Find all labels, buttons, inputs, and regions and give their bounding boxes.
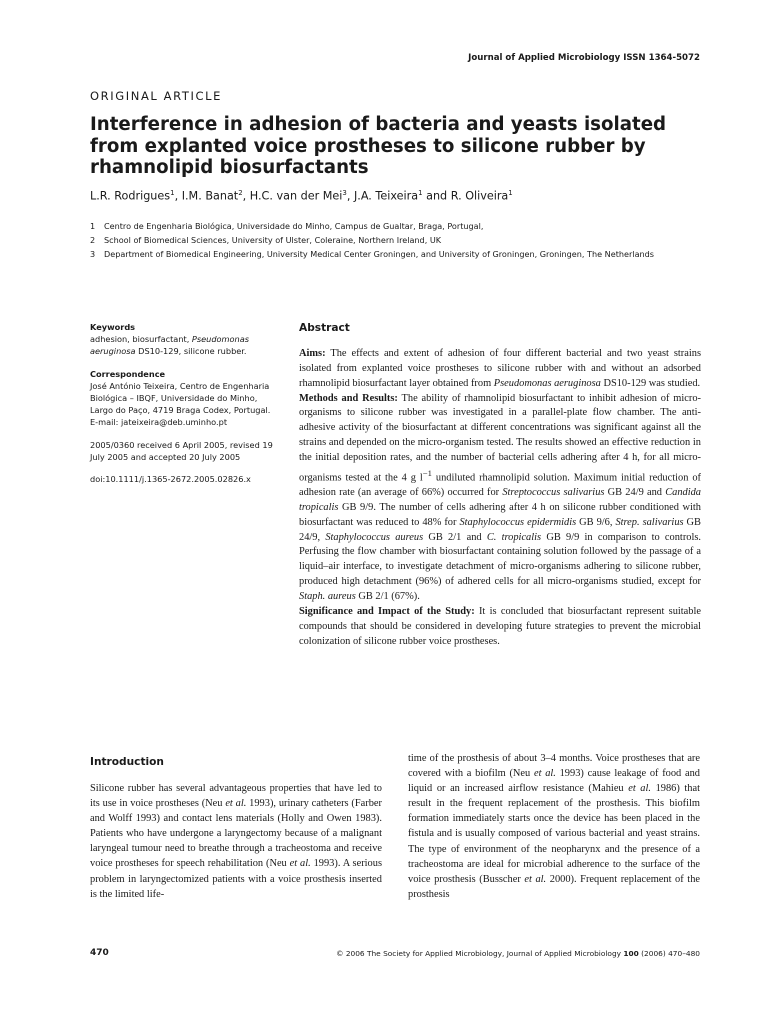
methods-species: Candida tropicalis — [299, 487, 701, 513]
affiliation-item — [90, 233, 710, 247]
introduction-column-right — [408, 751, 700, 902]
author-name: L.R. Rodrigues — [90, 189, 171, 203]
methods-text: GB 24/9, — [299, 516, 701, 543]
methods-text: The ability of rhamnolipid biosurfactant to inhibit adhesion of micro-organisms to silicone rubber was investigated in a parallel-plate flow chamber. The anti-adhesive activity of the biosurfactant at different concentrations was significant against all the strains and depended on the micro-organism tested. The results showed an effective reduction in the initial deposition rates, and the number of bacterial cells adhering after 4 h, for all micro-organisms tested at the 4 g l — [299, 392, 701, 484]
keywords-label: Keywords — [90, 322, 136, 332]
affiliation-number: 3 — [90, 249, 96, 259]
methods-species: Staphylococcus epidermidis — [459, 516, 577, 528]
affiliation-number: 2 — [90, 235, 96, 245]
affiliation-item — [90, 247, 710, 261]
intro-etal: et al. — [524, 873, 547, 885]
methods-text: GB 9/9 in comparison to controls. Perfusing the flow chamber with biosurfactant containing solution followed by the passage of a liquid–air interface, to investigate detachment of micro-organisms adhering to silicone rubber, produced high detachment (96%) of adhered cells for all micro-organisms studied, except for — [299, 531, 702, 588]
methods-species: Staph. aureus — [299, 590, 356, 602]
intro-text: 1993) cause leakage of food and liquid or an increased airflow resistance (Mahieu — [408, 768, 700, 795]
significance-label: Significance and Impact of the Study: — [299, 605, 475, 617]
author-name: H.C. van der Mei — [249, 189, 343, 203]
article-type: ORIGINAL ARTICLE — [90, 89, 223, 103]
introduction-column-left — [90, 781, 382, 902]
author-affiliation-mark: 2 — [238, 189, 243, 197]
methods-text: GB 2/1 (67%). — [355, 590, 420, 602]
methods-text: GB 9/9. The number of cells adhering after 4 h on silicone rubber conditioned with biosurfactant was reduced to 48% for — [299, 501, 701, 528]
keywords-part: DS10-129, silicone rubber. — [135, 346, 247, 357]
intro-etal: et al. — [289, 858, 311, 870]
author-separator: , — [242, 189, 250, 203]
correspondence-block — [90, 368, 285, 429]
aims-text: The effects and extent of adhesion of four different bacterial and two yeast strains isolated from explanted voice prostheses to silicone rubber with and without an adsorbed rhamnolipid biosurfactant layer obtained from — [299, 348, 701, 389]
correspondence-label: Correspondence — [90, 368, 166, 379]
correspondence-line: Largo do Paço, 4719 Braga Codex, Portugal. — [90, 405, 271, 416]
aims-label: Aims: — [299, 348, 326, 359]
abstract-significance — [299, 605, 701, 650]
methods-species: Streptococcus salivarius — [502, 487, 605, 499]
methods-species: Strep. salivarius — [615, 516, 684, 528]
abstract-body — [299, 347, 701, 649]
significance-text: It is concluded that biosurfactant represent suitable compounds that should be considered in developing future strategies to prevent the microbial colonization of silicone rubber voice prostheses. — [299, 605, 701, 647]
aims-text: DS10-129 was studied. — [600, 377, 701, 389]
copyright-footer — [290, 949, 700, 958]
journal-header: Journal of Applied Microbiology ISSN 1364-5072 — [468, 53, 700, 63]
article-sidebar — [90, 321, 285, 495]
methods-label: Methods and Results: — [299, 392, 398, 404]
abstract-methods — [299, 392, 701, 605]
affiliation-list — [90, 219, 710, 261]
intro-text: time of the prosthesis of about 3–4 months. Voice prostheses that are covered with a biofilm (Neu — [408, 753, 700, 780]
correspondence-line: José António Teixeira, Centro de Engenharia — [90, 380, 270, 391]
page-number: 470 — [90, 948, 109, 958]
aims-species: Pseudomonas aeruginosa — [493, 377, 601, 389]
methods-superscript: −1 — [422, 467, 432, 478]
intro-etal: et al. — [533, 768, 556, 780]
doi-text: doi:10.1111/j.1365-2672.2005.02826.x — [90, 474, 251, 485]
intro-text: 1993), urinary catheters (Farber and Wolff 1993) and contact lens materials (Holly and Owen 1983). Patients who have undergone a laryngectomy because of a malignant laryngeal tumour need to breathe through a tracheostoma and receive voice prostheses for speech rehabilitation (Neu — [90, 798, 382, 870]
intro-text: Silicone rubber has several advantageous properties that have led to its use in voice prostheses (Neu — [90, 783, 382, 810]
methods-species: C. tropicalis — [486, 531, 542, 543]
keywords-block — [90, 321, 285, 358]
author-affiliation-mark: 1 — [170, 189, 175, 197]
author-separator: and — [422, 189, 451, 203]
keywords-part: adhesion, biosurfactant, — [90, 334, 192, 345]
author-name: R. Oliveira — [450, 189, 509, 203]
affiliation-text: School of Biomedical Sciences, University of Ulster, Coleraine, Northern Ireland, UK — [104, 235, 442, 245]
footer-volume: 100 — [623, 949, 639, 958]
affiliation-text: Centro de Engenharia Biológica, Universidade do Minho, Campus de Gualtar, Braga, Portugal, — [104, 221, 484, 231]
introduction-heading: Introduction — [90, 756, 164, 768]
dates-line: July 2005 and accepted 20 July 2005 — [90, 451, 241, 462]
intro-text: 2000). Frequent replacement of the prosthesis — [408, 873, 700, 900]
keywords-text — [90, 333, 285, 357]
dates-line: 2005/0360 received 6 April 2005, revised 19 — [90, 439, 273, 450]
article-title: Interference in adhesion of bacteria and yeasts isolated from explanted voice prostheses to silicone rubber by rhamnolipid biosurfactants — [90, 114, 667, 178]
author-affiliation-mark: 3 — [342, 189, 347, 197]
methods-text: GB 2/1 and — [423, 531, 487, 543]
abstract-heading: Abstract — [299, 322, 350, 334]
intro-etal: et al. — [628, 783, 651, 795]
footer-text: (2006) 470–480 — [638, 949, 700, 958]
affiliation-number: 1 — [90, 221, 96, 231]
intro-etal: et al. — [225, 798, 247, 810]
abstract-aims — [299, 347, 701, 392]
keywords-species: Pseudomonas aeruginosa — [90, 334, 250, 357]
affiliation-text: Department of Biomedical Engineering, University Medical Center Groningen, and University of Groningen, Groningen, The Netherlands — [104, 249, 655, 259]
author-separator: , — [174, 189, 182, 203]
dates-block — [90, 439, 285, 463]
author-name: J.A. Teixeira — [353, 189, 419, 203]
correspondence-line: Biológica – IBQF, Universidade do Minho, — [90, 393, 258, 404]
methods-text: undiluted rhamnolipid solution. Maximum initial reduction of adhesion rate (an average of 66%) occurred for — [299, 472, 701, 499]
correspondence-email: E-mail: jateixeira@deb.uminho.pt — [90, 417, 228, 428]
intro-text: 1993). A serious problem in laryngectomized patients with a voice prosthesis inserted is the limited life- — [90, 858, 382, 900]
footer-text: © 2006 The Society for Applied Microbiology, Journal of Applied Microbiology — [336, 949, 624, 958]
author-name: I.M. Banat — [181, 189, 239, 203]
methods-text: GB 24/9 and — [604, 487, 666, 499]
author-list — [90, 189, 710, 203]
author-affiliation-mark: 1 — [418, 189, 423, 197]
author-separator: , — [346, 189, 354, 203]
intro-text: 1986) that result in the frequent replacement of the prosthesis. This biofilm formation immediately starts once the device has been placed in the fistula and is usually composed of various bacterial and yeast strains. The type of environment of the neopharynx and the presence of a tracheostoma are ideal for microbial adherence to the surface of the voice prosthesis (Busscher — [408, 783, 700, 885]
methods-species: Staphylococcus aureus — [325, 531, 424, 543]
affiliation-item — [90, 219, 710, 233]
author-affiliation-mark: 1 — [508, 189, 513, 197]
methods-text: GB 9/6, — [576, 516, 616, 528]
